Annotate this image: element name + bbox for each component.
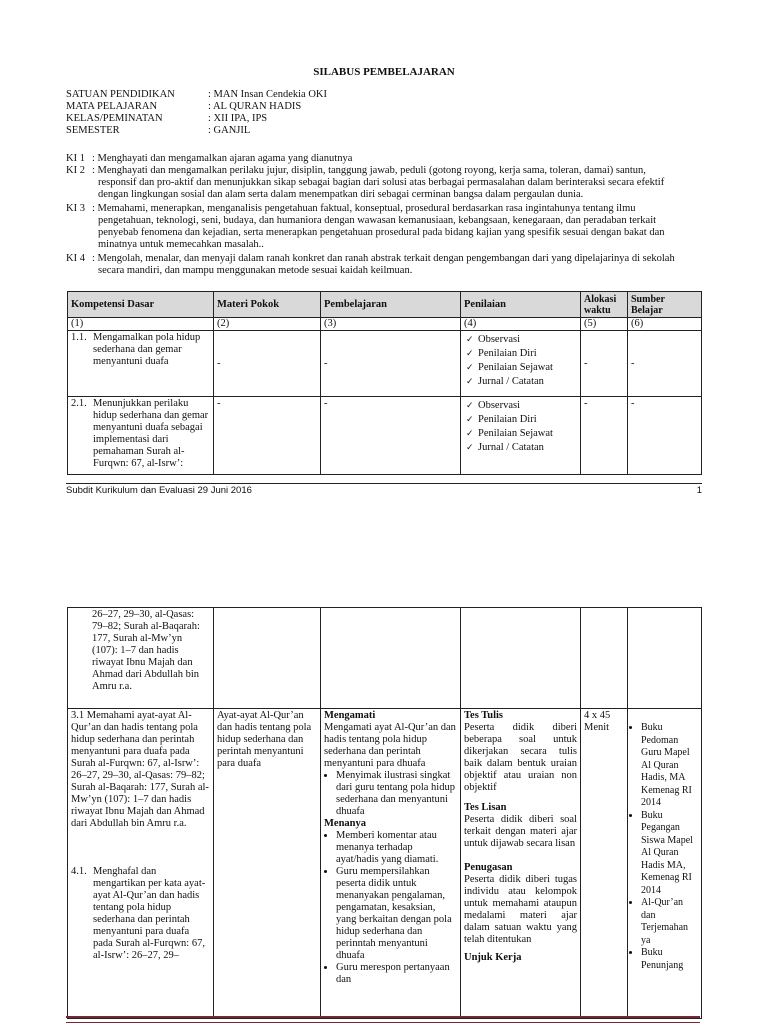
ki-3 [66, 203, 706, 251]
column-header: Materi Pokok [214, 292, 321, 318]
ki-text: : Menghayati dan mengamalkan ajaran agama yang dianutnya [92, 153, 353, 164]
ki-code: KI 4 [66, 253, 85, 264]
kd-cell [68, 709, 214, 1019]
pembelajaran-cell [321, 709, 461, 1019]
pembelajaran-cell: - [321, 331, 461, 397]
column-number: (3) [321, 318, 461, 331]
assessment-heading: Tes Tulis [464, 710, 504, 721]
materi-text: Ayat-ayat Al-Qur’an dan hadis tentang pola hidup sederhana dan perintah menyantuni para duafa [217, 710, 312, 769]
kd-text: 3.1 Memahami ayat-ayat Al-Qur’an dan hadis tentang pola hidup sederhana dan perintah menyantuni para duafa pada Surah al-Furqwn: 67, al-Isrw’: 26–27, 29–30, al-Qasas: 79–82; Surah al-Baqarah: 177, Surah al-Mw’yn (107): 1–7 dan hadis riwayat Ibnu Majah dan Ahmad dari Abdullah bin Amru r.a. [71, 710, 209, 829]
ki-text: penyebab fenomena dan kejadian, serta menerapkan pengetahuan prosedural pada bidang kajian yang spesifik sesuai dengan bakat dan [98, 227, 665, 238]
materi-cell [214, 608, 321, 709]
page-number: 1 [696, 485, 702, 496]
page-footer [66, 483, 702, 496]
sumber-cell: - [628, 397, 702, 475]
materi-cell: - [214, 397, 321, 475]
column-number: (2) [214, 318, 321, 331]
identity-label: SATUAN PENDIDIKAN [66, 89, 175, 100]
materi-cell [214, 709, 321, 1019]
list-item: • Memberi komentar atau menanya terhadap ayat/hadis yang diamati. [336, 830, 457, 866]
ki-code: KI 3 [66, 203, 85, 214]
column-number: (4) [461, 318, 581, 331]
kd-cell [68, 608, 214, 709]
checklist-item: ✓ Observasi [466, 400, 577, 412]
time-allocation: 4 x 45 Menit [584, 710, 611, 733]
ki-2 [66, 165, 706, 201]
column-header: Kompetensi Dasar [68, 292, 214, 318]
checklist-item: ✓ Penilaian Diri [466, 414, 577, 426]
ki-code: KI 2 [66, 165, 85, 176]
table-row [68, 608, 702, 709]
assessment-text: Peserta didik diberi beberapa soal untuk dikerjakan secara tulis baik dalam bentuk uraian objektif atau uraian non objektif [464, 722, 577, 793]
kd-text: Mengamalkan pola hidup sederhana dan gemar menyantuni duafa [93, 332, 201, 367]
bottom-rule [66, 1016, 700, 1023]
ki-text: : Menghayati dan mengamalkan perilaku jujur, disiplin, tanggung jawab, peduli (gotong royong, kerja sama, toleran, damai) santun, [92, 165, 646, 176]
column-header: Pembelajaran [321, 292, 461, 318]
sumber-cell [628, 608, 702, 709]
alokasi-cell: - [581, 331, 628, 397]
ki-1 [66, 153, 706, 165]
ki-text: : Mengolah, menalar, dan menyaji dalam ranah konkret dan ranah abstrak terkait dengan pengembangan dari yang dipelajarinya di sekolah [92, 253, 675, 264]
column-number: (6) [628, 318, 702, 331]
kd-text: 26–27, 29–30, al-Qasas: 79–82; Surah al-Baqarah: 177, Surah al-Mw’yn (107): 1–7 dan hadis riwayat Ibnu Majah dan Ahmad dari Abdullah bin Amru r.a. [92, 609, 200, 692]
ki-text: pengetahuan, teknologi, seni, budaya, dan humaniora dengan wawasan kemanusiaan, kebangsaan, kenegaraan, dan peradaban terkait [98, 215, 657, 226]
list-item: • Guru merespon pertanyaan dan [336, 962, 457, 986]
sumber-cell [628, 709, 702, 1019]
ki-text: minatnya untuk memecahkan masalah.. [98, 239, 264, 250]
table-header-row [68, 292, 702, 318]
identity-value: : AL QURAN HADIS [208, 101, 302, 112]
checklist-item: ✓ Penilaian Sejawat [466, 428, 577, 440]
column-header: Sumber Belajar [628, 292, 702, 318]
penilaian-cell [461, 397, 581, 475]
syllabus-table-continued [67, 607, 702, 1019]
sumber-cell: - [628, 331, 702, 397]
kd-cell [68, 397, 214, 475]
kd-number: 4.1. [71, 866, 87, 877]
kd-number: 1.1. [71, 332, 87, 343]
ki-text: secara mandiri, dan mampu menggunakan metode sesuai kaidah keilmuan. [98, 265, 413, 276]
syllabus-table [67, 291, 702, 475]
checklist-item: ✓ Penilaian Sejawat [466, 362, 577, 374]
ki-4 [66, 253, 706, 277]
penilaian-cell [461, 331, 581, 397]
list-item: • Buku Pegangan Siswa Mapel Al Quran Hadis MA, Kemenag RI 2014 [641, 810, 698, 898]
column-number: (1) [68, 318, 214, 331]
assessment-heading: Penugasan [464, 862, 513, 873]
checklist-item: ✓ Observasi [466, 334, 577, 346]
list-item: • Buku Pedoman Guru Mapel Al Quran Hadis, MA Kemenag RI 2014 [641, 722, 698, 810]
identity-value: : MAN Insan Cendekia OKI [208, 89, 327, 100]
identity-value: : XII IPA, IPS [208, 113, 268, 124]
assessment-text: Peserta didik diberi tugas individu atau kelompok untuk memahami ataupun medalami materi ajar dalam satuan waktu yang telah ditentukan [464, 874, 577, 945]
assessment-text: Peserta didik diberi soal terkait dengan materi ajar untuk dijawab secara lisan [464, 814, 577, 849]
penilaian-cell [461, 608, 581, 709]
alokasi-cell [581, 709, 628, 1019]
alokasi-cell: - [581, 397, 628, 475]
pembelajaran-cell: - [321, 397, 461, 475]
activity-heading: Menanya [324, 818, 366, 829]
materi-cell: - [214, 331, 321, 397]
penilaian-cell [461, 709, 581, 1019]
pembelajaran-cell [321, 608, 461, 709]
kd-cell [68, 331, 214, 397]
kd-text: Menunjukkan perilaku hidup sederhana dan gemar menyantuni duafa sebagai implementasi dari pemahaman Surah al-Furqwn: 67, al-Isrw’: [93, 398, 209, 469]
ki-text: responsif dan pro-aktif dan menunjukkan sikap sebagai bagian dari solusi atas berbagai permasalahan dalam berinteraksi secara efektif [98, 177, 665, 188]
checklist-item: ✓ Penilaian Diri [466, 348, 577, 360]
table-row [68, 331, 702, 397]
kd-number: 2.1. [71, 398, 87, 409]
activity-text: Mengamati ayat Al-Qur’an dan hadis tentang pola hidup sederhana dan perintah menyantuni para dhuafa [324, 722, 456, 769]
table-row [68, 397, 702, 475]
column-number-row [68, 318, 702, 331]
checklist-item: ✓ Jurnal / Catatan [466, 376, 577, 388]
ki-code: KI 1 [66, 153, 85, 164]
assessment-heading: Tes Lisan [464, 802, 507, 813]
list-item: • Al-Qur’an dan Terjemahan ya [641, 897, 698, 947]
column-number: (5) [581, 318, 628, 331]
list-item: • Menyimak ilustrasi singkat dari guru tentang pola hidup sederhana dan menyantuni dhuafa [336, 770, 457, 818]
page-title: SILABUS PEMBELAJARAN [313, 66, 455, 78]
identity-value: : GANJIL [208, 125, 251, 136]
identity-label: SEMESTER [66, 125, 120, 136]
assessment-heading: Unjuk Kerja [464, 952, 522, 963]
checklist-item: ✓ Jurnal / Catatan [466, 442, 577, 454]
alokasi-cell [581, 608, 628, 709]
identity-label: KELAS/PEMINATAN [66, 113, 163, 124]
kd-text: Menghafal dan mengartikan per kata ayat-ayat Al-Qur’an dan hadis tentang pola hidup sederhana dan perintah menyantuni para duafa pada Surah al-Furqwn: 67, al-Isrw’: 26–27, 29– [93, 866, 206, 961]
column-header: Penilaian [461, 292, 581, 318]
identity-label: MATA PELAJARAN [66, 101, 158, 112]
ki-text: dengan lingkungan sosial dan alam serta dalam menempatkan diri sebagai cerminan bangsa dalam pergaulan dunia. [98, 189, 584, 200]
list-item: • Guru mempersilahkan peserta didik untuk menanyakan pengalaman, pengamatan, kesaksian, yang berkaitan dengan pola hidup sederhana dan perinntah menyantuni dhuafa [336, 866, 457, 962]
activity-heading: Mengamati [324, 710, 376, 721]
column-header: Alokasi waktu [581, 292, 628, 318]
ki-text: : Memahami, menerapkan, menganalisis pengetahuan faktual, konseptual, prosedural berdasarkan rasa ingintahunya tentang ilmu [92, 203, 636, 214]
footer-text: Subdit Kurikulum dan Evaluasi 29 Juni 2016 [66, 485, 252, 496]
table-row [68, 709, 702, 1019]
list-item: • Buku Penunjang [641, 947, 698, 972]
